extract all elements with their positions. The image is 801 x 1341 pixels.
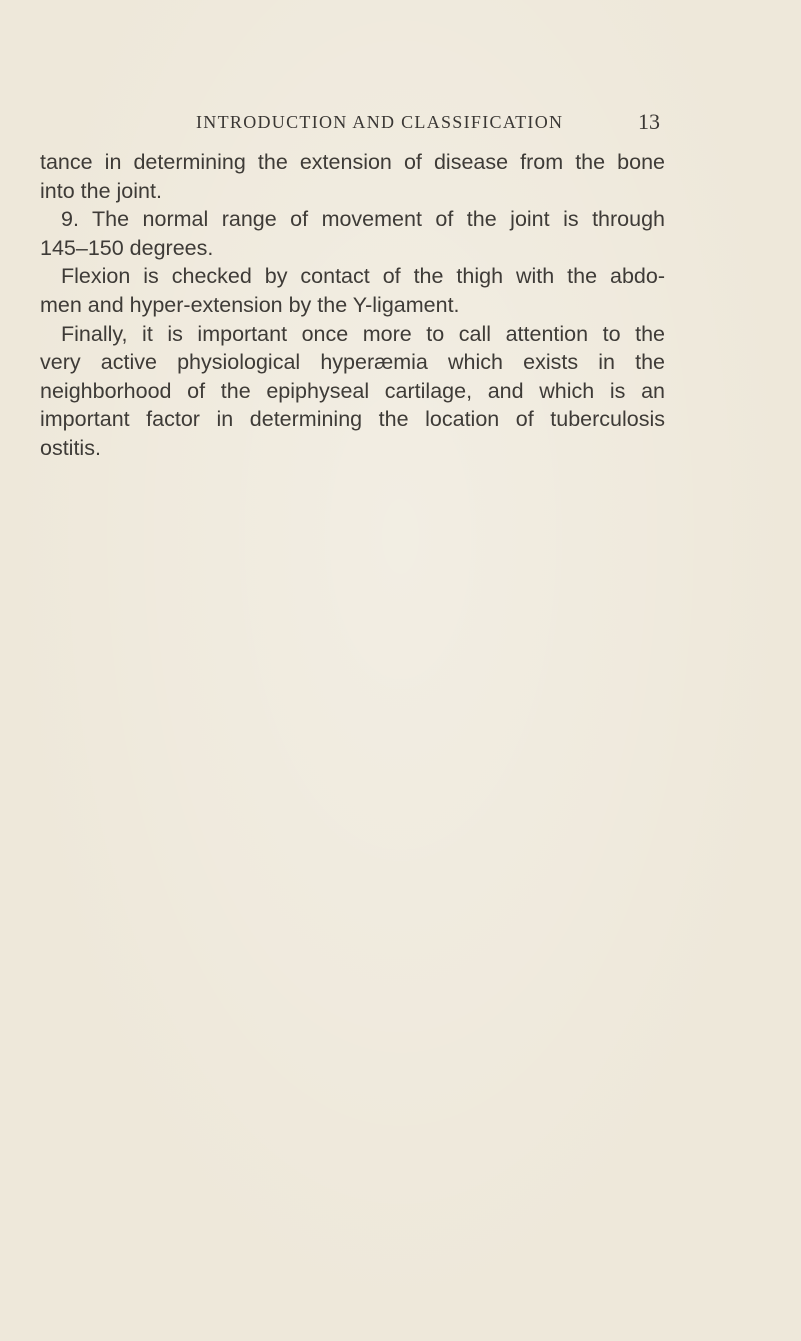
- text-line: men and hyper-extension by the Y-ligament.: [40, 292, 460, 317]
- text-line: neighborhood of the epiphyseal cartilage, and which is an: [40, 378, 665, 403]
- running-head-title: INTRODUCTION AND CLASSIFICATION: [196, 112, 564, 132]
- text-line: Finally, it is important once more to call attention to the: [61, 321, 665, 346]
- text-line: important factor in determining the location of tuberculosis: [40, 407, 665, 432]
- page-number: 13: [638, 109, 660, 134]
- body-text: [40, 148, 665, 463]
- running-head: [0, 109, 801, 138]
- text-line: tance in determining the extension of disease from the bone: [40, 150, 665, 174]
- text-line: into the joint.: [40, 178, 162, 203]
- text-line: 145–150 degrees.: [40, 235, 214, 260]
- text-line: Flexion is checked by contact of the thigh with the abdo-: [61, 264, 665, 289]
- text-line: ostitis.: [40, 435, 101, 460]
- text-line: 9. The normal range of movement of the joint is through: [61, 207, 665, 232]
- text-line: very active physiological hyperæmia which exists in the: [40, 350, 665, 375]
